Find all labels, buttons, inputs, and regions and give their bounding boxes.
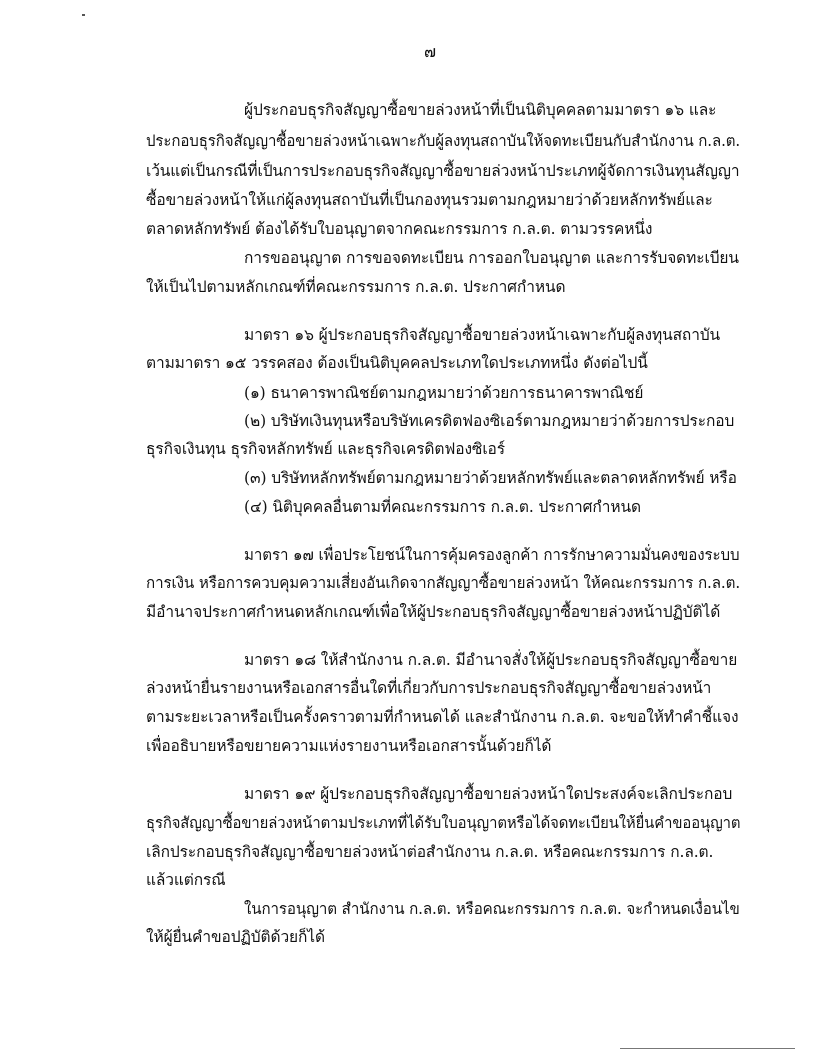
- text-line: การขออนุญาต การขอจดทะเบียน การออกใบอนุญาต และการรับจดทะเบียน: [244, 249, 739, 267]
- text-line: ตลาดหลักทรัพย์ ต้องได้รับใบอนุญาตจากคณะกรรมการ ก.ล.ต. ตามวรรคหนึ่ง: [146, 220, 653, 238]
- text-line: ซื้อขายล่วงหน้าให้แก่ผู้ลงทุนสถาบันที่เป็นกองทุนรวมตามกฎหมายว่าด้วยหลักทรัพย์และ: [146, 191, 713, 209]
- text-line: ให้ผู้ยื่นคำขอปฏิบัติด้วยก็ได้: [146, 928, 325, 946]
- text-line: การเงิน หรือการควบคุมความเสี่ยงอันเกิดจากสัญญาซื้อขายล่วงหน้า ให้คณะกรรมการ ก.ล.ต.: [146, 574, 741, 592]
- list-item: (๔) นิติบุคคลอื่นตามที่คณะกรรมการ ก.ล.ต. ประกาศกำหนด: [244, 498, 641, 516]
- list-item: (๓) บริษัทหลักทรัพย์ตามกฎหมายว่าด้วยหลักทรัพย์และตลาดหลักทรัพย์ หรือ: [244, 469, 737, 487]
- scan-speck: [82, 14, 85, 16]
- text-line: ตามระยะเวลาหรือเป็นครั้งคราวตามที่กำหนดได้ และสำนักงาน ก.ล.ต. จะขอให้ทำคำชี้แจง: [146, 708, 739, 726]
- list-item: (๑) ธนาคารพาณิชย์ตามกฎหมายว่าด้วยการธนาคารพาณิชย์: [244, 384, 644, 402]
- list-item: (๒) บริษัทเงินทุนหรือบริษัทเครดิตฟองซิเอร์ตามกฎหมายว่าด้วยการประกอบ: [244, 412, 735, 430]
- section-17-heading: มาตรา ๑๗ เพื่อประโยชน์ในการคุ้มครองลูกค้า การรักษาความมั่นคงของระบบ: [244, 546, 740, 564]
- text-line: ประกอบธุรกิจสัญญาซื้อขายล่วงหน้าเฉพาะกับผู้ลงทุนสถาบันให้จดทะเบียนกับสำนักงาน ก.ล.ต.: [146, 132, 741, 150]
- text-line: ผู้ประกอบธุรกิจสัญญาซื้อขายล่วงหน้าที่เป็นนิติบุคคลตามมาตรา ๑๖ และ: [244, 101, 717, 119]
- page-number: ๗: [423, 42, 437, 61]
- text-line: มีอำนาจประกาศกำหนดหลักเกณฑ์เพื่อให้ผู้ประกอบธุรกิจสัญญาซื้อขายล่วงหน้าปฏิบัติได้: [146, 603, 721, 621]
- text-line: ในการอนุญาต สำนักงาน ก.ล.ต. หรือคณะกรรมการ ก.ล.ต. จะกำหนดเงื่อนไข: [244, 900, 740, 918]
- text-line: เว้นแต่เป็นกรณีที่เป็นการประกอบธุรกิจสัญญาซื้อขายล่วงหน้าประเภทผู้จัดการเงินทุนสัญญา: [146, 162, 740, 180]
- text-line: ธุรกิจสัญญาซื้อขายล่วงหน้าตามประเภทที่ได้รับใบอนุญาตหรือได้จดทะเบียนให้ยื่นคำขออนุญาต: [146, 814, 741, 832]
- text-line: เลิกประกอบธุรกิจสัญญาซื้อขายล่วงหน้าต่อสำนักงาน ก.ล.ต. หรือคณะกรรมการ ก.ล.ต.: [146, 843, 714, 861]
- section-16-heading: มาตรา ๑๖ ผู้ประกอบธุรกิจสัญญาซื้อขายล่วงหน้าเฉพาะกับผู้ลงทุนสถาบัน: [244, 326, 721, 344]
- text-line: ล่วงหน้ายื่นรายงานหรือเอกสารอื่นใดที่เกี่ยวกับการประกอบธุรกิจสัญญาซื้อขายล่วงหน้า: [146, 679, 712, 697]
- section-18-heading: มาตรา ๑๘ ให้สำนักงาน ก.ล.ต. มีอำนาจสั่งให้ผู้ประกอบธุรกิจสัญญาซื้อขาย: [244, 651, 738, 669]
- footer-rule: [620, 1048, 795, 1049]
- text-line: ธุรกิจเงินทุน ธุรกิจหลักทรัพย์ และธุรกิจเครดิตฟองซิเอร์: [146, 440, 505, 458]
- text-line: ตามมาตรา ๑๕ วรรคสอง ต้องเป็นนิติบุคคลประเภทใดประเภทหนึ่ง ดังต่อไปนี้: [146, 354, 648, 372]
- text-line: ให้เป็นไปตามหลักเกณฑ์ที่คณะกรรมการ ก.ล.ต. ประกาศกำหนด: [146, 278, 566, 296]
- text-line: แล้วแต่กรณี: [146, 871, 226, 889]
- text-line: เพื่ออธิบายหรือขยายความแห่งรายงานหรือเอกสารนั้นด้วยก็ได้: [146, 737, 552, 755]
- section-19-heading: มาตรา ๑๙ ผู้ประกอบธุรกิจสัญญาซื้อขายล่วงหน้าใดประสงค์จะเลิกประกอบ: [244, 785, 733, 803]
